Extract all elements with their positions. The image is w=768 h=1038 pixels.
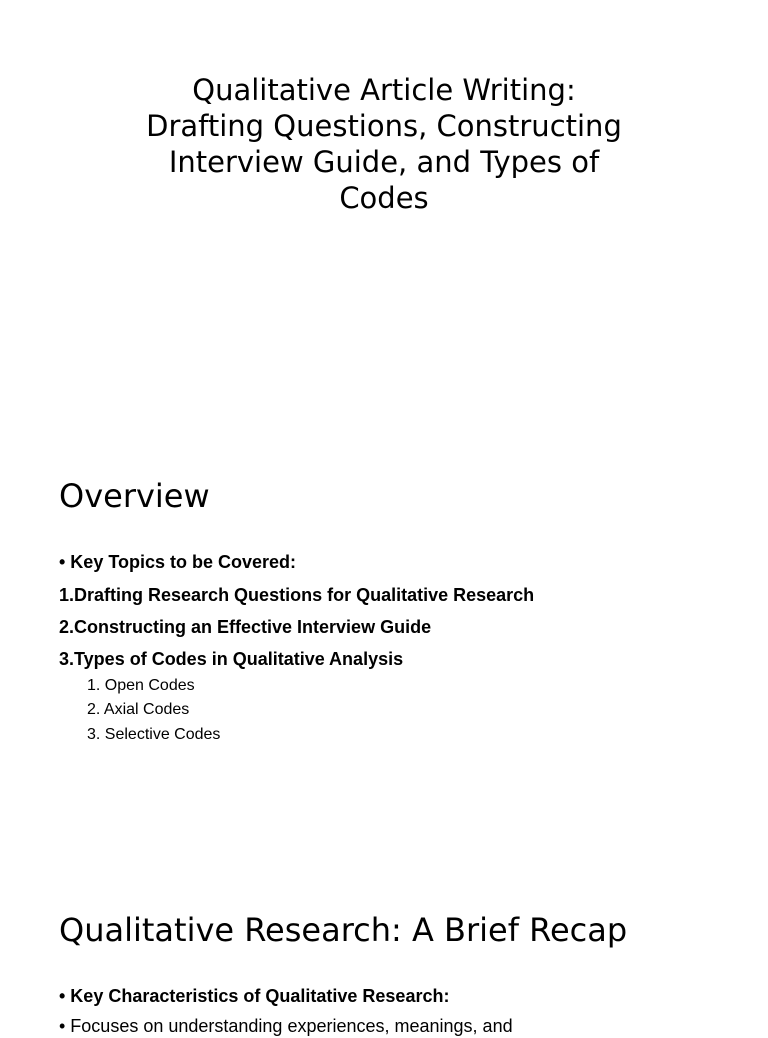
code-subitem: 1. Open Codes xyxy=(87,677,195,694)
recap-heading: Qualitative Research: A Brief Recap xyxy=(59,911,628,949)
overview-heading: Overview xyxy=(59,477,210,515)
slide-title-line: Qualitative Article Writing: xyxy=(192,73,576,107)
slide-title-line: Drafting Questions, Constructing xyxy=(146,109,622,143)
code-subitem: 3. Selective Codes xyxy=(87,726,221,743)
characteristics-bullet: • Key Characteristics of Qualitative Research: xyxy=(59,986,450,1006)
characteristics-partial-line: • Focuses on understanding experiences, meanings, and xyxy=(59,1016,513,1036)
topic-item: 1.Drafting Research Questions for Qualitative Research xyxy=(59,585,535,605)
code-subitem: 2. Axial Codes xyxy=(87,701,190,718)
key-topics-bullet: • Key Topics to be Covered: xyxy=(59,552,297,572)
topic-item: 2.Constructing an Effective Interview Guide xyxy=(59,617,432,637)
slide-title-line: Codes xyxy=(339,181,429,215)
topic-item: 3.Types of Codes in Qualitative Analysis xyxy=(59,649,404,669)
slide-title-line: Interview Guide, and Types of xyxy=(168,145,600,179)
slide-title xyxy=(84,72,684,216)
